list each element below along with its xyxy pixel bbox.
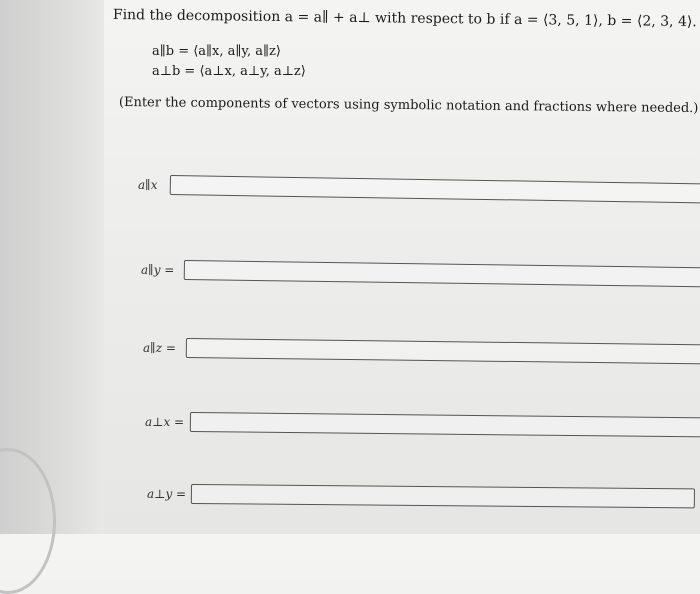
answer-row-perp-x bbox=[0, 412, 700, 438]
perpendicular-definition: a⊥b = ⟨a⊥x, a⊥y, a⊥z⟩ bbox=[152, 64, 306, 79]
answer-row-perp-y bbox=[0, 484, 700, 510]
label-a-parallel-y: a∥y = bbox=[141, 263, 175, 277]
input-a-parallel-z[interactable] bbox=[186, 338, 700, 364]
label-a-perp-x: a⊥x = bbox=[145, 415, 185, 429]
answer-row-parallel-y bbox=[0, 260, 700, 286]
label-a-perp-y: a⊥y = bbox=[147, 487, 187, 501]
problem-statement: Find the decomposition a = a∥ + a⊥ with respect to b if a = ⟨3, 5, 1⟩, b = ⟨2, 3, 4⟩. bbox=[112, 7, 697, 31]
label-a-parallel-z: a∥z = bbox=[143, 341, 176, 355]
input-a-perp-x[interactable] bbox=[190, 412, 700, 437]
answer-row-parallel-z bbox=[0, 338, 700, 364]
label-a-parallel-x: a∥x bbox=[138, 178, 158, 192]
answer-row-parallel-x bbox=[0, 175, 700, 201]
input-a-perp-y[interactable] bbox=[191, 484, 695, 508]
input-a-parallel-y[interactable] bbox=[184, 260, 700, 287]
instructions-text: (Enter the components of vectors using symbolic notation and fractions where needed.) bbox=[118, 95, 699, 117]
parallel-definition: a∥b = ⟨a∥x, a∥y, a∥z⟩ bbox=[152, 44, 281, 59]
input-a-parallel-x[interactable] bbox=[170, 175, 700, 203]
